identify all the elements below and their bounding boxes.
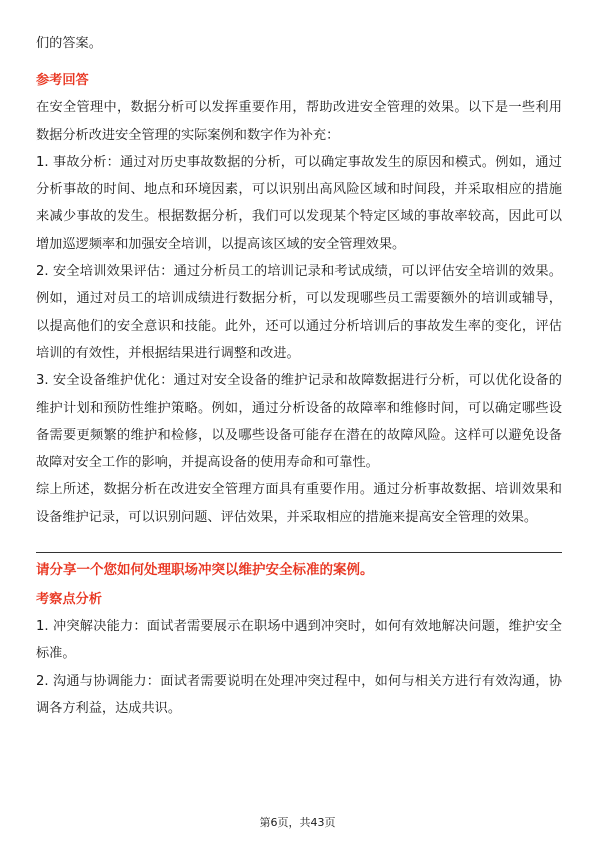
reference-paragraph: 2. 安全培训效果评估：通过分析员工的培训记录和考试成绩，可以评估安全培训的效果。例如，通过对员工的培训成绩进行数据分析，可以发现哪些员工需要额外的培训或辅导，以提高他们的安全意识和技能。此外，还可以通过分析培训后的事故发生率的变化，评估培训的有效性，并根据结果进行调整和改进。 <box>36 264 562 361</box>
interview-question: 请分享一个您如何处理职场冲突以维护安全标准的案例。 <box>36 562 374 579</box>
analysis-points-body <box>36 613 562 722</box>
reference-answer-heading: 参考回答 <box>36 73 89 89</box>
reference-paragraph: 3. 安全设备维护优化：通过对安全设备的维护记录和故障数据进行分析，可以优化设备的维护计划和预防性维护策略。例如，通过分析设备的故障率和维修时间，可以确定哪些设备需要更频繁的维护和检修，以及哪些设备可能存在潜在的故障风险。这样可以避免设备故障对安全工作的影响，并提高设备的使用寿命和可靠性。 <box>36 373 562 471</box>
reference-paragraph: 在安全管理中，数据分析可以发挥重要作用，帮助改进安全管理的效果。以下是一些利用数据分析改进安全管理的实际案例和数字作为补充： <box>36 100 562 143</box>
analysis-paragraph: 2. 沟通与协调能力：面试者需要说明在处理冲突过程中，如何与相关方进行有效沟通，协调各方利益，达成共识。 <box>36 673 562 716</box>
page-footer: 第6页，共43页 <box>259 816 336 829</box>
section-divider <box>36 552 562 553</box>
reference-paragraph: 综上所述，数据分析在改进安全管理方面具有重要作用。通过分析事故数据、培训效果和设备维护记录，可以识别问题、评估效果，并采取相应的措施来提高安全管理的效果。 <box>36 482 562 525</box>
reference-answer-body <box>36 94 562 531</box>
intro-tail-text: 们的答案。 <box>36 36 102 51</box>
analysis-points-heading: 考察点分析 <box>36 592 102 608</box>
document-page <box>36 30 562 722</box>
reference-paragraph: 1. 事故分析：通过对历史事故数据的分析，可以确定事故发生的原因和模式。例如，通过分析事故的时间、地点和环境因素，可以识别出高风险区域和时间段，并采取相应的措施来减少事故的发生。根据数据分析，我们可以发现某个特定区域的事故率较高，因此可以增加巡逻频率和加强安全培训，以提高该区域的安全管理效果。 <box>36 154 562 252</box>
analysis-paragraph: 1. 冲突解决能力：面试者需要展示在职场中遇到冲突时，如何有效地解决问题，维护安全标准。 <box>36 619 562 662</box>
